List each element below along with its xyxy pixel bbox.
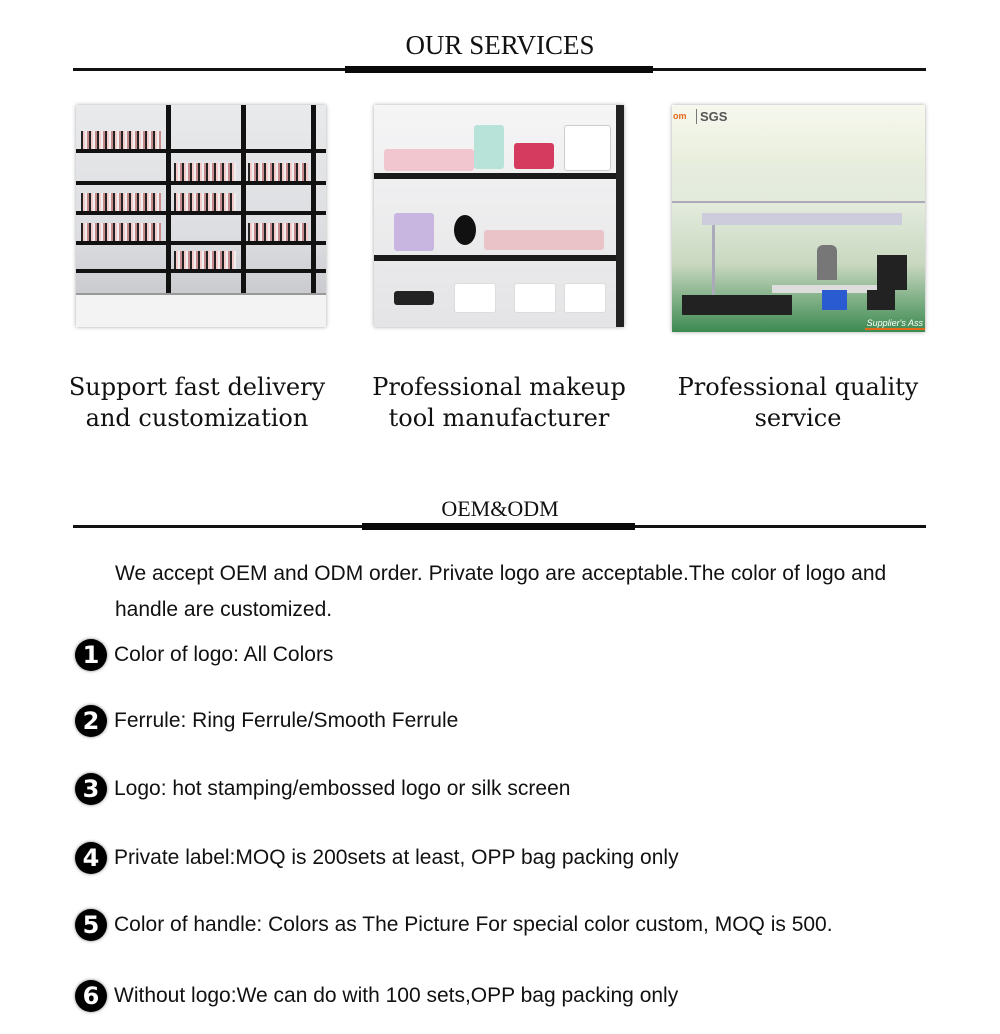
oem-item: [75, 705, 458, 737]
service-photo-shelves: [76, 105, 326, 327]
caption-line: and customization: [85, 404, 309, 432]
oem-item: [75, 980, 678, 1012]
service-caption-delivery: [47, 372, 347, 434]
number-3-icon: 3: [75, 773, 107, 805]
overlay-caption: Supplier's Ass: [866, 318, 923, 328]
caption-line: Support fast delivery: [68, 373, 326, 401]
caption-line: tool manufacturer: [388, 404, 610, 432]
number-2-icon: 2: [75, 705, 107, 737]
caption-line: Professional makeup: [372, 373, 626, 401]
oem-item: [75, 909, 833, 941]
oem-intro: We accept OEM and ODM order. Private logo are acceptable.The color of logo and handle are customized.: [115, 562, 887, 621]
services-divider-accent: [345, 66, 653, 73]
number-6-icon: 6: [75, 980, 107, 1012]
oem-item-text: Private label:MOQ is 200sets at least, OPP bag packing only: [114, 846, 679, 869]
service-caption-manufacturer: [349, 372, 649, 434]
sgs-logo: SGS: [696, 109, 727, 124]
overlay-corner-text: om: [673, 111, 687, 121]
number-5-icon: 5: [75, 909, 107, 941]
oem-item-text: Color of logo: All Colors: [114, 643, 334, 666]
service-photo-factory: [672, 105, 925, 332]
services-title: OUR SERVICES: [405, 30, 595, 60]
service-caption-quality: [648, 372, 948, 434]
oem-item-text: Color of handle: Colors as The Picture For special color custom, MOQ is 500.: [114, 913, 833, 936]
oem-item: [75, 773, 570, 805]
oem-divider-accent: [362, 523, 635, 530]
oem-item: [75, 842, 679, 874]
oem-item-text: Ferrule: Ring Ferrule/Smooth Ferrule: [114, 709, 459, 732]
caption-line: Professional quality: [677, 373, 919, 401]
oem-item: [75, 639, 333, 671]
caption-line: service: [754, 404, 842, 432]
oem-item-text: Logo: hot stamping/embossed logo or silk screen: [114, 777, 571, 800]
oem-item-text: Without logo:We can do with 100 sets,OPP bag packing only: [114, 984, 679, 1007]
service-photo-makeup-tools: [374, 105, 624, 327]
number-4-icon: 4: [75, 842, 107, 874]
number-1-icon: 1: [75, 639, 107, 671]
oem-title: OEM&ODM: [441, 496, 559, 521]
